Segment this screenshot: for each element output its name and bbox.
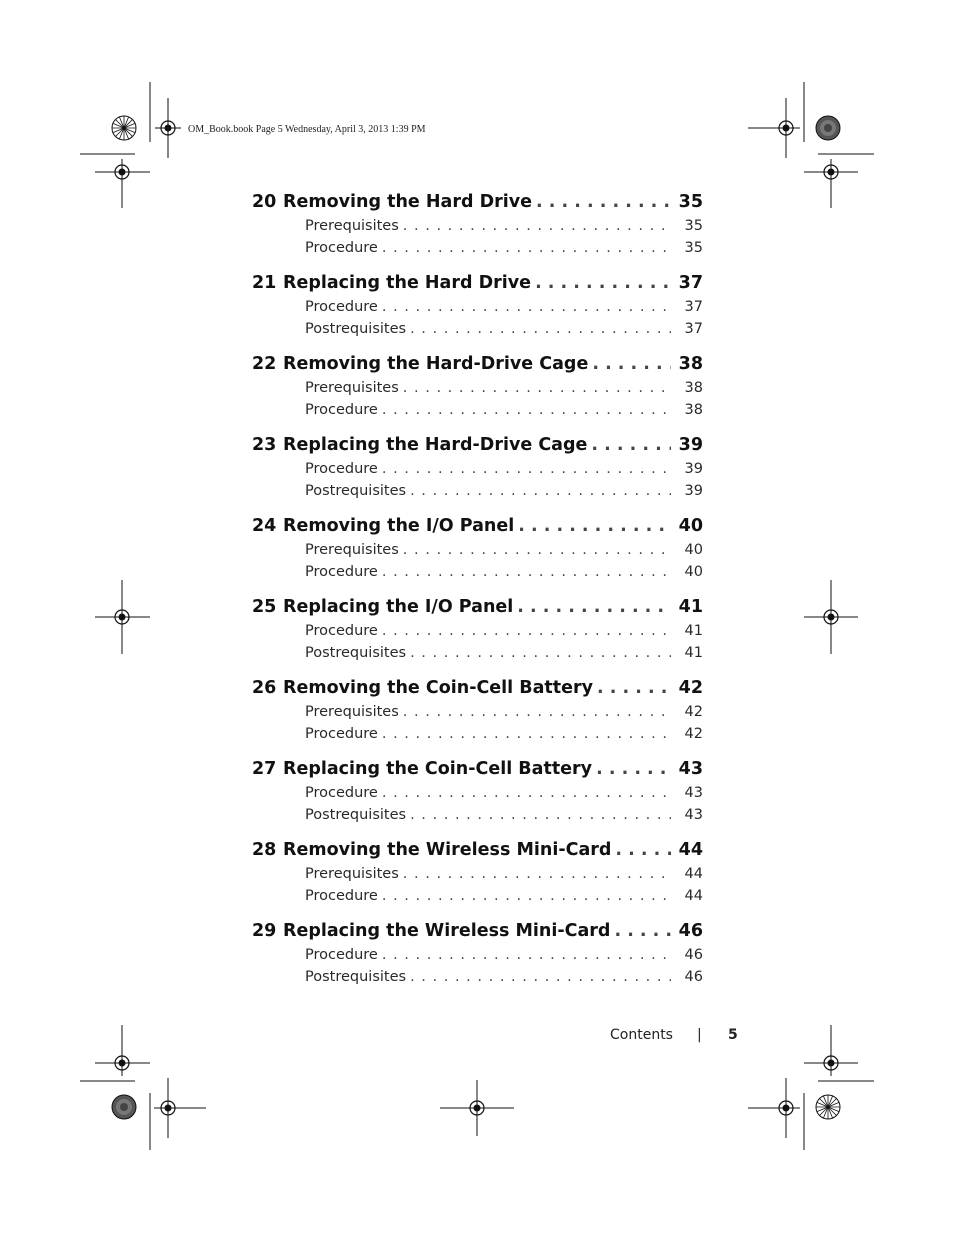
section-entry[interactable]	[252, 866, 703, 888]
dot-leader	[382, 402, 671, 418]
dot-leader	[410, 321, 671, 337]
chapter-entry[interactable]	[252, 678, 703, 700]
section-page: 46	[684, 969, 703, 985]
dot-leader	[591, 435, 671, 455]
toc-chapter	[252, 921, 703, 991]
dot-leader	[535, 273, 671, 293]
chapter-number: 29	[252, 921, 277, 941]
section-title: Prerequisites	[305, 866, 399, 882]
dot-leader	[403, 218, 671, 234]
dot-leader	[410, 645, 671, 661]
chapter-entry[interactable]	[252, 597, 703, 619]
chapter-page: 38	[678, 354, 703, 374]
section-entry[interactable]	[252, 461, 703, 483]
chapter-title: Removing the Coin-Cell Battery	[283, 678, 594, 698]
section-title: Postrequisites	[305, 321, 407, 337]
chapter-entry[interactable]	[252, 516, 703, 538]
chapter-entry[interactable]	[252, 921, 703, 943]
chapter-title: Replacing the Coin-Cell Battery	[283, 759, 593, 779]
section-entry[interactable]	[252, 785, 703, 807]
section-entry[interactable]	[252, 542, 703, 564]
chapter-page: 44	[678, 840, 703, 860]
section-page: 38	[684, 402, 703, 418]
dot-leader	[410, 807, 671, 823]
dot-leader	[518, 516, 671, 536]
toc-chapter	[252, 192, 703, 262]
chapter-number: 22	[252, 354, 277, 374]
section-title: Postrequisites	[305, 645, 407, 661]
dot-leader	[382, 726, 671, 742]
dot-leader	[382, 785, 671, 801]
chapter-title: Replacing the I/O Panel	[283, 597, 514, 617]
chapter-number: 28	[252, 840, 277, 860]
section-title: Postrequisites	[305, 483, 407, 499]
section-entry[interactable]	[252, 645, 703, 667]
toc-chapter	[252, 435, 703, 505]
section-page: 40	[684, 564, 703, 580]
dot-leader	[536, 192, 671, 212]
section-page: 41	[684, 623, 703, 639]
section-page: 38	[684, 380, 703, 396]
section-title: Procedure	[305, 623, 378, 639]
section-page: 39	[684, 483, 703, 499]
section-title: Procedure	[305, 402, 378, 418]
chapter-title: Replacing the Hard Drive	[283, 273, 532, 293]
section-entry[interactable]	[252, 299, 703, 321]
section-title: Procedure	[305, 785, 378, 801]
section-page: 44	[684, 888, 703, 904]
chapter-page: 43	[678, 759, 703, 779]
toc-chapter	[252, 354, 703, 424]
toc-chapter	[252, 678, 703, 748]
section-entry[interactable]	[252, 218, 703, 240]
chapter-title: Removing the I/O Panel	[283, 516, 515, 536]
print-slug: OM_Book.book Page 5 Wednesday, April 3, 2013 1:39 PM	[188, 124, 426, 135]
section-entry[interactable]	[252, 402, 703, 424]
chapter-page: 42	[678, 678, 703, 698]
footer-separator: |	[697, 1027, 702, 1043]
section-page: 37	[684, 321, 703, 337]
dot-leader	[592, 354, 671, 374]
section-page: 41	[684, 645, 703, 661]
chapter-number: 20	[252, 192, 277, 212]
section-title: Procedure	[305, 888, 378, 904]
chapter-entry[interactable]	[252, 840, 703, 862]
section-title: Prerequisites	[305, 380, 399, 396]
chapter-page: 39	[678, 435, 703, 455]
chapter-page: 40	[678, 516, 703, 536]
section-page: 37	[684, 299, 703, 315]
section-title: Postrequisites	[305, 807, 407, 823]
section-page: 42	[684, 726, 703, 742]
dot-leader	[382, 299, 671, 315]
section-entry[interactable]	[252, 483, 703, 505]
chapter-title: Removing the Hard-Drive Cage	[283, 354, 589, 374]
dot-leader	[382, 564, 671, 580]
dot-leader	[382, 240, 671, 256]
section-entry[interactable]	[252, 888, 703, 910]
toc-chapter	[252, 597, 703, 667]
section-title: Prerequisites	[305, 542, 399, 558]
toc-chapter	[252, 516, 703, 586]
chapter-number: 21	[252, 273, 277, 293]
chapter-entry[interactable]	[252, 759, 703, 781]
section-page: 39	[684, 461, 703, 477]
section-entry[interactable]	[252, 726, 703, 748]
footer-page-number: 5	[728, 1027, 738, 1043]
section-title: Procedure	[305, 726, 378, 742]
toc-chapter	[252, 759, 703, 829]
chapter-number: 27	[252, 759, 277, 779]
chapter-number: 25	[252, 597, 277, 617]
section-page: 43	[684, 807, 703, 823]
section-entry[interactable]	[252, 807, 703, 829]
page-footer	[610, 1027, 738, 1043]
dot-leader	[615, 840, 671, 860]
section-title: Procedure	[305, 461, 378, 477]
chapter-entry[interactable]	[252, 273, 703, 295]
section-entry[interactable]	[252, 240, 703, 262]
dot-leader	[410, 483, 671, 499]
chapter-title: Replacing the Hard-Drive Cage	[283, 435, 588, 455]
section-page: 43	[684, 785, 703, 801]
section-page: 44	[684, 866, 703, 882]
section-entry[interactable]	[252, 380, 703, 402]
dot-leader	[382, 623, 671, 639]
chapter-entry[interactable]	[252, 435, 703, 457]
section-title: Procedure	[305, 299, 378, 315]
section-entry[interactable]	[252, 969, 703, 991]
dot-leader	[382, 461, 671, 477]
dot-leader	[382, 947, 671, 963]
section-entry[interactable]	[252, 321, 703, 343]
chapter-number: 23	[252, 435, 277, 455]
toc-chapter	[252, 840, 703, 910]
section-page: 42	[684, 704, 703, 720]
chapter-title: Removing the Hard Drive	[283, 192, 533, 212]
section-page: 35	[684, 218, 703, 234]
dot-leader	[410, 969, 671, 985]
section-page: 35	[684, 240, 703, 256]
dot-leader	[596, 759, 671, 779]
section-title: Procedure	[305, 240, 378, 256]
chapter-page: 37	[678, 273, 703, 293]
section-entry[interactable]	[252, 564, 703, 586]
section-page: 40	[684, 542, 703, 558]
section-page: 46	[684, 947, 703, 963]
chapter-title: Replacing the Wireless Mini-Card	[283, 921, 611, 941]
chapter-title: Removing the Wireless Mini-Card	[283, 840, 612, 860]
section-entry[interactable]	[252, 623, 703, 645]
chapter-page: 35	[678, 192, 703, 212]
toc-chapter	[252, 273, 703, 343]
section-title: Postrequisites	[305, 969, 407, 985]
chapter-number: 26	[252, 678, 277, 698]
section-entry[interactable]	[252, 704, 703, 726]
footer-label: Contents	[610, 1027, 673, 1043]
dot-leader	[403, 542, 671, 558]
dot-leader	[597, 678, 671, 698]
dot-leader	[382, 888, 671, 904]
chapter-entry[interactable]	[252, 192, 703, 214]
chapter-number: 24	[252, 516, 277, 536]
section-title: Prerequisites	[305, 218, 399, 234]
dot-leader	[403, 704, 671, 720]
section-entry[interactable]	[252, 947, 703, 969]
dot-leader	[403, 866, 671, 882]
chapter-page: 46	[678, 921, 703, 941]
dot-leader	[403, 380, 671, 396]
section-title: Prerequisites	[305, 704, 399, 720]
section-title: Procedure	[305, 947, 378, 963]
dot-leader	[614, 921, 671, 941]
section-title: Procedure	[305, 564, 378, 580]
dot-leader	[517, 597, 671, 617]
chapter-page: 41	[678, 597, 703, 617]
chapter-entry[interactable]	[252, 354, 703, 376]
